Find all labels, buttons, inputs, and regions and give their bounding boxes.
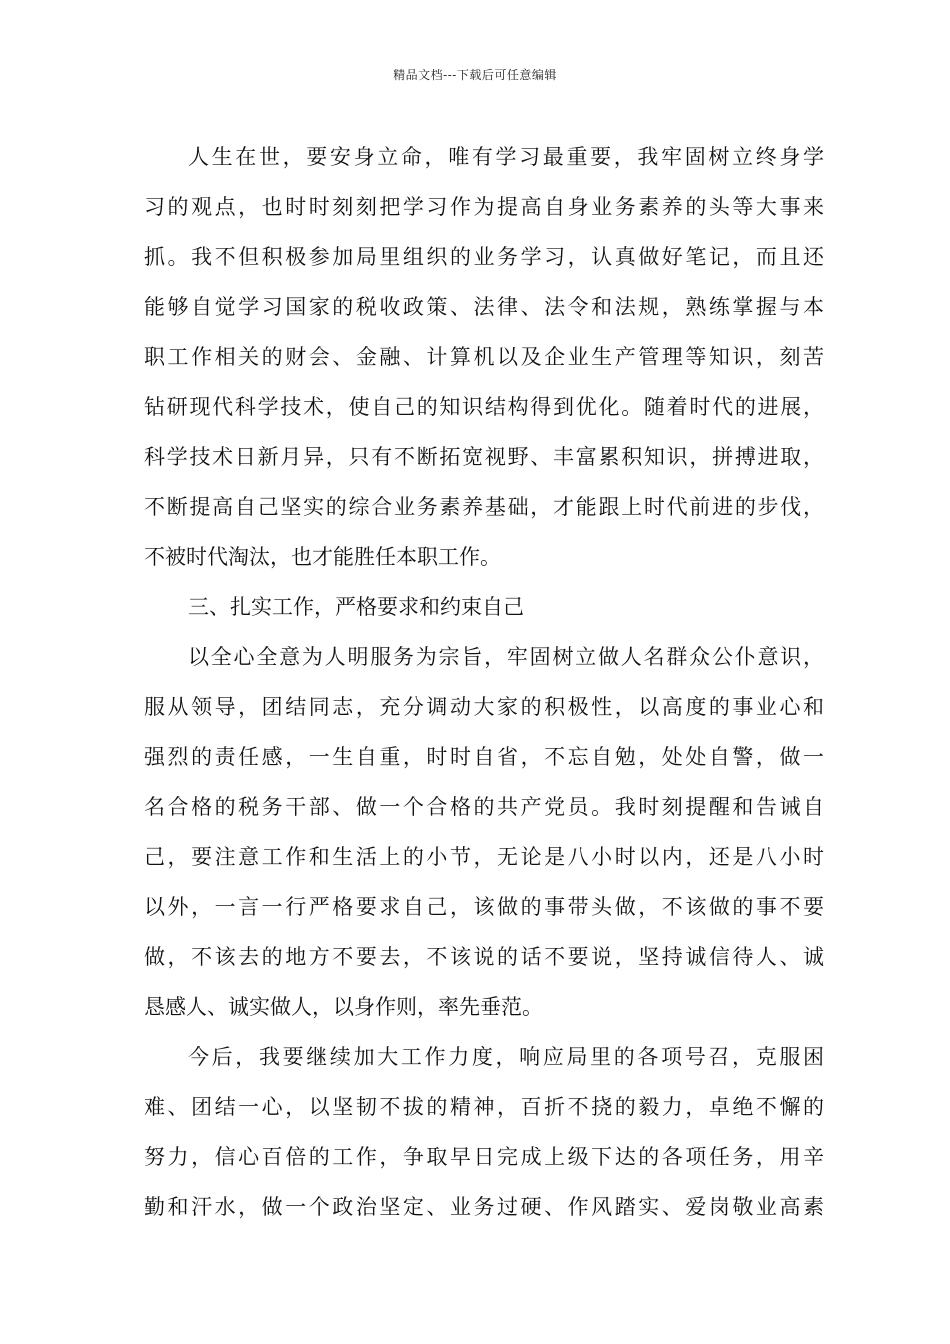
text-line: 能够自觉学习国家的税收政策、法律、法令和法规，熟练掌握与本	[144, 295, 824, 319]
text-line: 习的观点，也时时刻刻把学习作为提高自身业务素养的头等大事来	[144, 195, 824, 219]
page-header: 精品文档---下载后可任意编辑	[393, 68, 557, 82]
text-line: 强烈的责任感，一生自重，时时自省，不忘自勉，处处自警，做一	[144, 745, 824, 769]
text-line: 以外，一言一行严格要求自己，该做的事带头做，不该做的事不要	[144, 895, 824, 919]
section-heading: 三、扎实工作，严格要求和约束自己	[188, 595, 524, 619]
text-line: 抓。我不但积极参加局里组织的业务学习，认真做好笔记，而且还	[144, 245, 824, 269]
text-line: 努力，信心百倍的工作，争取早日完成上级下达的各项任务，用辛	[144, 1145, 824, 1169]
text-line: 己，要注意工作和生活上的小节，无论是八小时以内，还是八小时	[144, 845, 824, 869]
text-line: 不断提高自己坚实的综合业务素养基础，才能跟上时代前进的步伐，	[144, 495, 824, 519]
text-line: 恳感人、诚实做人，以身作则，率先垂范。	[144, 995, 543, 1019]
text-line: 科学技术日新月异，只有不断拓宽视野、丰富累积知识，拼搏进取，	[144, 445, 824, 469]
text-line: 钻研现代科学技术，使自己的知识结构得到优化。随着时代的进展，	[144, 395, 824, 419]
text-line: 勤和汗水，做一个政治坚定、业务过硬、作风踏实、爱岗敬业高素	[144, 1195, 824, 1219]
document-body	[144, 132, 824, 1232]
text-line: 服从领导，团结同志，充分调动大家的积极性，以高度的事业心和	[144, 695, 824, 719]
text-line: 名合格的税务干部、做一个合格的共产党员。我时刻提醒和告诫自	[144, 795, 824, 819]
text-line: 人生在世，要安身立命，唯有学习最重要，我牢固树立终身学	[188, 145, 824, 169]
text-line: 做，不该去的地方不要去，不该说的话不要说，坚持诚信待人、诚	[144, 945, 824, 969]
text-line: 难、团结一心，以坚韧不拔的精神，百折不挠的毅力，卓绝不懈的	[144, 1095, 824, 1119]
text-line: 以全心全意为人明服务为宗旨，牢固树立做人名群众公仆意识，	[188, 645, 824, 669]
text-line: 不被时代淘汰，也才能胜任本职工作。	[144, 545, 501, 569]
text-line: 职工作相关的财会、金融、计算机以及企业生产管理等知识，刻苦	[144, 345, 824, 369]
text-line: 今后，我要继续加大工作力度，响应局里的各项号召，克服困	[188, 1045, 824, 1069]
